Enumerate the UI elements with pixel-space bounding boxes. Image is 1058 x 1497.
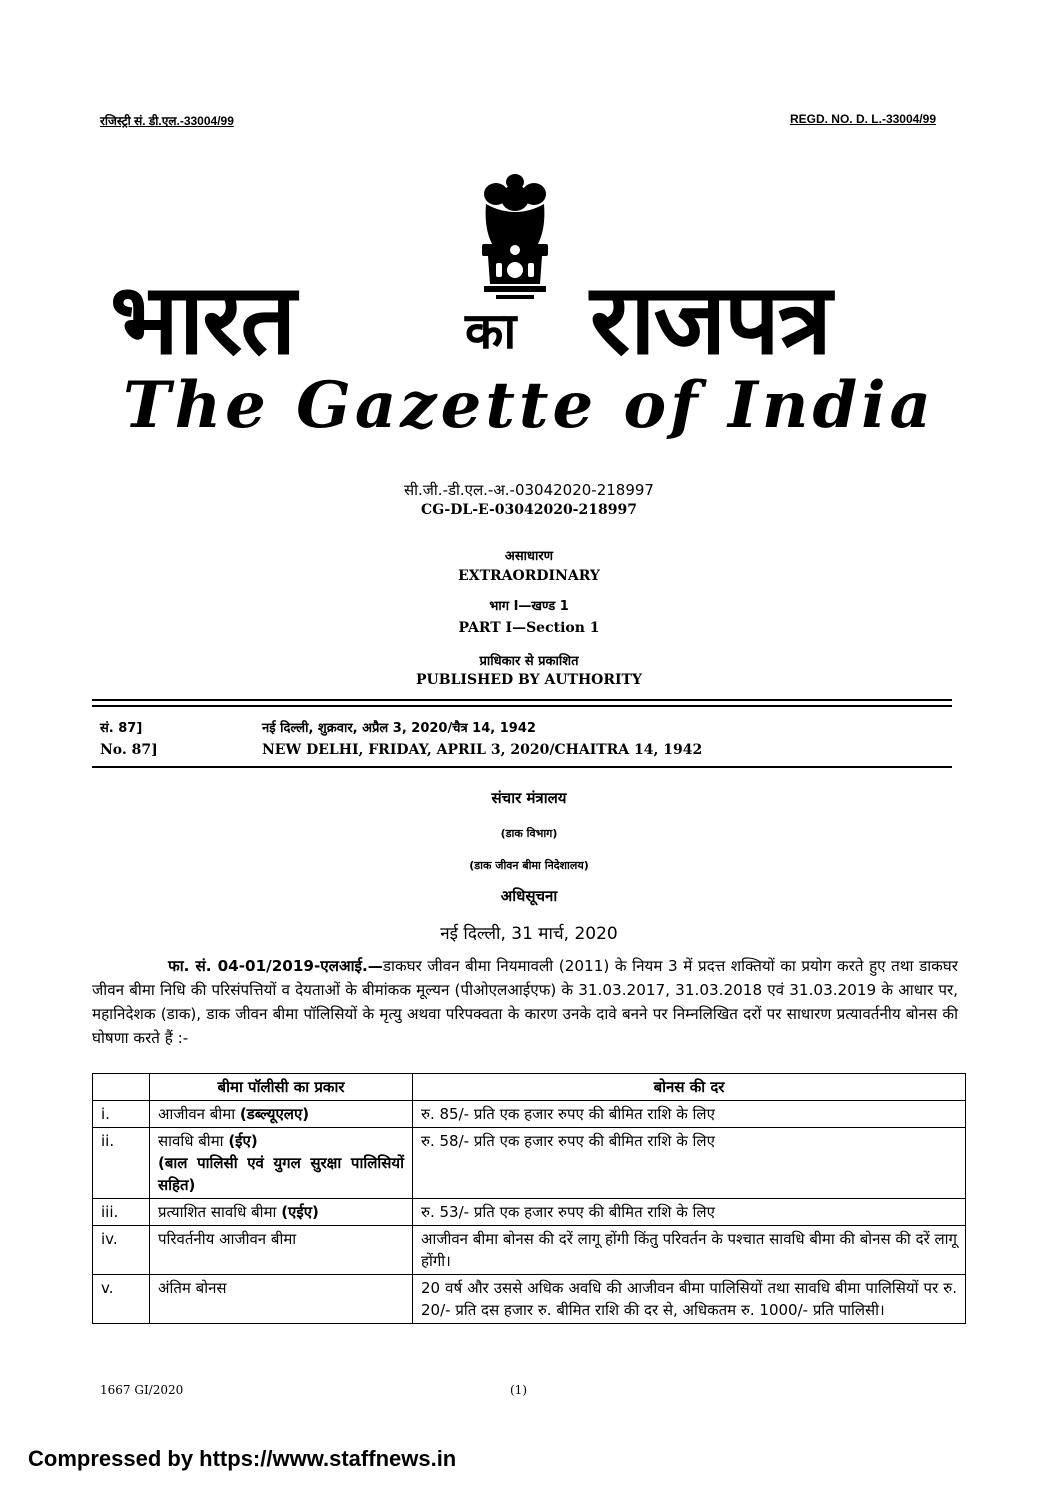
row-number: i. [93,1101,150,1128]
bonus-rate: रु. 53/- प्रति एक हजार रुपए की बीमित राशि के लिए [413,1199,966,1226]
top-rule-second [92,705,952,707]
masthead-hindi-word-rajpatra: राजपत्र [590,263,830,377]
notification-body: डाकघर जीवन बीमा नियमावली (2011) के नियम 3 में प्रदत्त शक्तियों का प्रयोग करते हुए तथा डाकघर जीवन बीमा निधि की परिसंपत्तियों व देयताओं के बीमांकक मूल्यन (पीओएलआईएफ) के 31.03.2017, 31.03.2018 एवं 31.03.2019 के आधार पर, महानिदेशक (डाक), डाक जीवन बीमा पॉलिसियों के मृत्यु अथवा परिपक्वता के कारण उनके दावे बनने पर निम्नलिखित दरों पर साधारण प्रत्यावर्तनीय बोनस की घोषणा करते हैं :- [92,957,958,1047]
policy-type: आजीवन बीमा (डब्ल्यूएलए) [150,1101,413,1128]
part-section-english: PART I—Section 1 [458,620,600,636]
policy-type: सावधि बीमा (ईए) (बाल पालिसी एवं युगल सुरक्षा पालिसियों सहित) [150,1128,413,1199]
masthead-hindi [110,265,950,375]
table-row [93,1275,966,1324]
masthead-english: The Gazette of India [123,368,935,443]
bonus-rate: रु. 85/- प्रति एक हजार रुपए की बीमित राशि के लिए [413,1101,966,1128]
table-row [93,1101,966,1128]
row-number: ii. [93,1128,150,1199]
regd-number-english: REGD. NO. D. L.-33004/99 [789,112,936,126]
extraordinary-english: EXTRAORDINARY [458,568,600,584]
issue-rule [92,766,952,768]
table-row [93,1128,966,1199]
policy-type: परिवर्तनीय आजीवन बीमा [150,1226,413,1275]
top-rule [92,699,952,701]
masthead-hindi-word-ka: का [465,302,517,360]
bonus-rate: 20 वर्ष और उससे अधिक अवधि की आजीवन बीमा पालिसियों तथा सावधि बीमा पालिसियों पर रु. 20/- प्रति दस हजार रु. बीमित राशि की दर से, अधिकतम रु. 1000/- प्रति पालिसी। [413,1275,966,1324]
notification-heading: अधिसूचना [500,887,558,905]
published-by-authority-hindi: प्राधिकार से प्रकाशित [479,654,579,669]
table-header-row [93,1074,966,1101]
table-row [93,1199,966,1226]
bonus-rate: रु. 58/- प्रति एक हजार रुपए की बीमित राशि के लिए [413,1128,966,1199]
table-header-num [93,1074,150,1101]
cg-code-hindi: सी.जी.-डी.एल.-अ.-03042020-218997 [404,481,654,499]
footer-code: 1667 GI/2020 [100,1383,184,1397]
issue-number-hindi: सं. 87] [100,721,143,736]
masthead-hindi-word-bharat: भारत [110,263,295,377]
bonus-table [92,1073,966,1324]
place-date: नई दिल्ली, 31 मार्च, 2020 [440,924,618,944]
ministry-heading: संचार मंत्रालय [491,789,567,807]
issue-date-hindi: नई दिल्ली, शुक्रवार, अप्रैल 3, 2020/चैत्र 14, 1942 [262,721,536,736]
file-reference: फा. सं. 04-01/2019-एलआई.— [168,957,383,975]
compressed-by-watermark: Compressed by https://www.staffnews.in [28,1446,457,1471]
department-heading: (डाक विभाग) [500,827,558,840]
cg-code-english: CG-DL-E-03042020-218997 [421,502,637,518]
directorate-heading: (डाक जीवन बीमा निदेशालय) [469,859,589,872]
part-section-hindi: भाग I—खण्ड 1 [489,599,569,614]
page-number: (1) [510,1383,527,1397]
policy-type: अंतिम बोनस [150,1275,413,1324]
table-header-policy-type: बीमा पॉलीसी का प्रकार [150,1074,413,1101]
regd-number-hindi: रजिस्ट्री सं. डी.एल.-33004/99 [100,114,234,128]
issue-number-english: No. 87] [100,742,158,758]
table-header-bonus-rate: बोनस की दर [413,1074,966,1101]
row-number: iv. [93,1226,150,1275]
issue-date-english: NEW DELHI, FRIDAY, APRIL 3, 2020/CHAITRA 14, 1942 [262,742,703,758]
notification-paragraph [92,954,958,1050]
published-by-authority-english: PUBLISHED BY AUTHORITY [416,672,642,688]
extraordinary-hindi: असाधारण [504,549,554,564]
row-number: v. [93,1275,150,1324]
bonus-rate: आजीवन बीमा बोनस की दरें लागू होंगी किंतु परिवर्तन के पश्चात सावधि बीमा की बोनस की दरें लागू होंगी। [413,1226,966,1275]
policy-type: प्रत्याशित सावधि बीमा (एईए) [150,1199,413,1226]
table-row [93,1226,966,1275]
row-number: iii. [93,1199,150,1226]
